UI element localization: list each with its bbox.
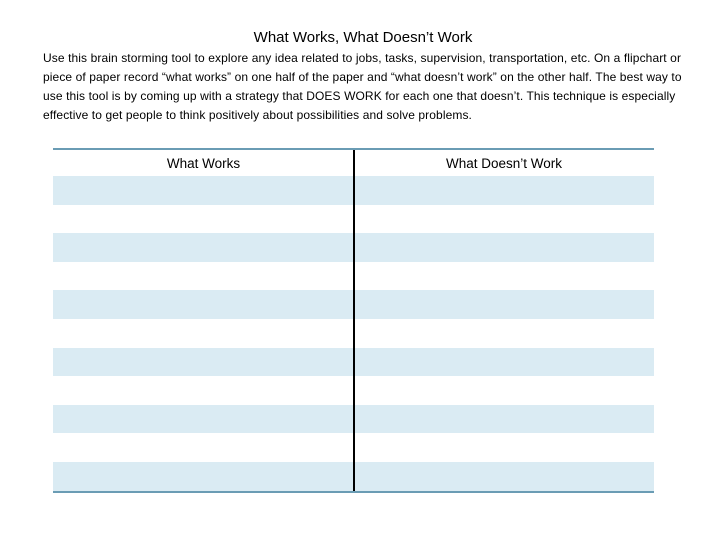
column-header-what-works: What Works [166,156,241,171]
brainstorm-table [53,148,654,493]
table-bottom-rule [53,491,654,493]
page-title: What Works, What Doesn’t Work [253,29,473,46]
intro-paragraph: Use this brain storming tool to explore any idea related to jobs, tasks, supervision, transportation, etc. On a flipchart or piece of paper record “what works” on one half of the paper and “what doesn’t work” on the other half. The best way to use this tool is by coming up with a strategy that DOES WORK for each one that doesn’t. This technique is especially effective to get people to think positively about possibilities and solve problems. [43,51,682,122]
column-header-what-doesnt-work: What Doesn’t Work [445,156,563,171]
column-divider [353,150,355,493]
